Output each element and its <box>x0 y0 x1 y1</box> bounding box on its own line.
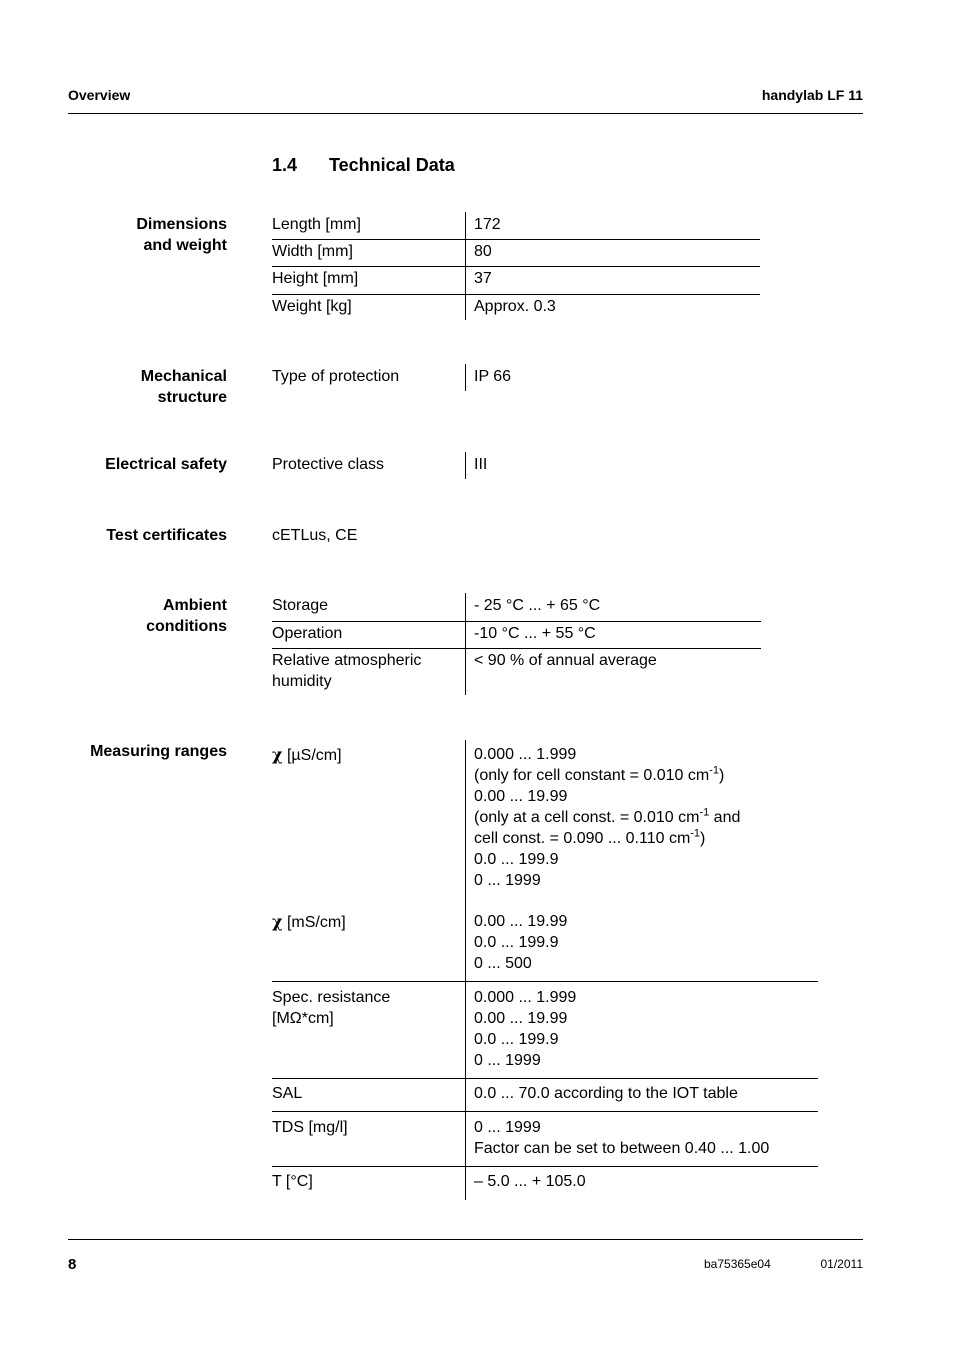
ambient-label-line1: Ambient <box>163 597 227 614</box>
resistance-key-line1: Spec. resistance <box>272 989 391 1006</box>
dimensions-value-weight: Approx. 0.3 <box>474 298 556 315</box>
mechanical-label-line1: Mechanical <box>140 368 227 385</box>
electrical-value: III <box>474 456 488 473</box>
range-note: (only for cell constant = 0.010 $cm^{-1}$) <box>474 764 725 784</box>
measuring-row-rule <box>272 981 818 982</box>
conductivity-us-key <box>272 744 342 766</box>
range-line: 0.00 ... 19.99 <box>474 913 568 930</box>
measuring-row-rule <box>272 1078 818 1079</box>
dimensions-row-rule <box>272 294 760 295</box>
ambient-key-humidity-line2: humidity <box>272 673 332 690</box>
dimensions-label <box>27 214 227 256</box>
dimensions-key-height: Height [mm] <box>272 270 359 287</box>
dimensions-value-width: 80 <box>474 243 492 260</box>
document-date: 01/2011 <box>820 1257 863 1271</box>
measuring-row-rule <box>272 1111 818 1112</box>
range-line: 0.0 ... 199.9 <box>474 934 559 951</box>
range-line: 0.000 ... 1.999 <box>474 989 577 1006</box>
electrical-label: Electrical safety <box>105 456 227 473</box>
measuring-divider <box>465 740 466 1200</box>
page-number: 8 <box>68 1256 77 1273</box>
dimensions-key-width: Width [mm] <box>272 243 353 260</box>
measuring-label: Measuring ranges <box>90 743 227 760</box>
chi-symbol-icon: χ <box>272 912 283 931</box>
ambient-divider <box>465 593 466 695</box>
conductivity-us-unit: [µS/cm] <box>282 747 342 764</box>
sal-key: SAL <box>272 1085 303 1102</box>
electrical-divider <box>465 452 466 479</box>
header-product-name: handylab LF 11 <box>761 87 863 103</box>
certificates-label: Test certificates <box>106 527 227 544</box>
temperature-value: – 5.0 ... + 105.0 <box>474 1173 586 1190</box>
ambient-key-operation: Operation <box>272 625 343 642</box>
document-number: ba75365e04 <box>704 1257 771 1271</box>
range-line: 0 ... 500 <box>474 955 532 972</box>
range-line: 0.0 ... 199.9 <box>474 1031 559 1048</box>
dimensions-value-height: 37 <box>474 270 492 287</box>
resistance-key-line2: [MΩ*cm] <box>272 1010 334 1027</box>
mechanical-value: IP 66 <box>474 368 512 385</box>
ambient-key-humidity-line1: Relative atmospheric <box>272 652 422 669</box>
ambient-value-operation: -10 °C ... + 55 °C <box>474 625 596 642</box>
chi-symbol-icon: χ <box>272 745 283 764</box>
section-number: 1.4 <box>272 155 298 175</box>
ambient-row-rule <box>272 621 761 622</box>
ambient-value-storage: - 25 °C ... + 65 °C <box>474 597 601 614</box>
dimensions-key-weight: Weight [kg] <box>272 298 352 315</box>
range-note: cell const. = 0.090 ... 0.110 $cm^{-1}$) <box>474 827 706 847</box>
range-line: 0 ... 1999 <box>474 872 541 889</box>
conductivity-us-values <box>474 744 740 891</box>
tds-key: TDS [mg/l] <box>272 1119 348 1136</box>
mechanical-divider <box>465 364 466 391</box>
mechanical-key: Type of protection <box>272 368 400 385</box>
range-line: 0.00 ... 19.99 <box>474 1010 568 1027</box>
footer-rule <box>68 1239 863 1240</box>
ambient-value-humidity: < 90 % of annual average <box>474 652 657 669</box>
measuring-row-rule <box>272 1166 818 1167</box>
ambient-label <box>27 595 227 637</box>
conductivity-ms-unit: [mS/cm] <box>282 914 346 931</box>
resistance-key <box>272 987 390 1029</box>
range-line: 0 ... 1999 <box>474 1119 541 1136</box>
dimensions-row-rule <box>272 239 760 240</box>
ambient-label-line2: conditions <box>146 618 227 635</box>
tds-values <box>474 1117 769 1159</box>
range-line: 0.000 ... 1.999 <box>474 746 577 763</box>
header-section-name: Overview <box>68 87 131 103</box>
conductivity-ms-values <box>474 911 567 974</box>
electrical-key: Protective class <box>272 456 385 473</box>
dimensions-value-length: 172 <box>474 216 501 233</box>
range-line: 0.0 ... 199.9 <box>474 851 559 868</box>
temperature-key: T [°C] <box>272 1173 313 1190</box>
dimensions-row-rule <box>272 266 760 267</box>
range-note: Factor can be set to between 0.40 ... 1.00 <box>474 1140 770 1157</box>
resistance-values <box>474 987 576 1071</box>
range-line: 0 ... 1999 <box>474 1052 541 1069</box>
ambient-key-humidity <box>272 650 421 692</box>
ambient-key-storage: Storage <box>272 597 329 614</box>
dimensions-label-line1: Dimensions <box>136 216 227 233</box>
dimensions-key-length: Length [mm] <box>272 216 361 233</box>
range-line: 0.00 ... 19.99 <box>474 788 568 805</box>
ambient-row-rule <box>272 648 761 649</box>
certificates-value: cETLus, CE <box>272 527 358 544</box>
mechanical-label-line2: structure <box>157 389 227 406</box>
dimensions-label-line2: and weight <box>143 237 227 254</box>
mechanical-label <box>27 366 227 408</box>
section-title: Technical Data <box>329 155 455 175</box>
header-rule <box>68 113 863 114</box>
conductivity-ms-key <box>272 911 346 933</box>
range-note: (only at a cell const. = 0.010 $cm^{-1}$ and <box>474 806 741 826</box>
sal-value: 0.0 ... 70.0 according to the IOT table <box>474 1085 738 1102</box>
